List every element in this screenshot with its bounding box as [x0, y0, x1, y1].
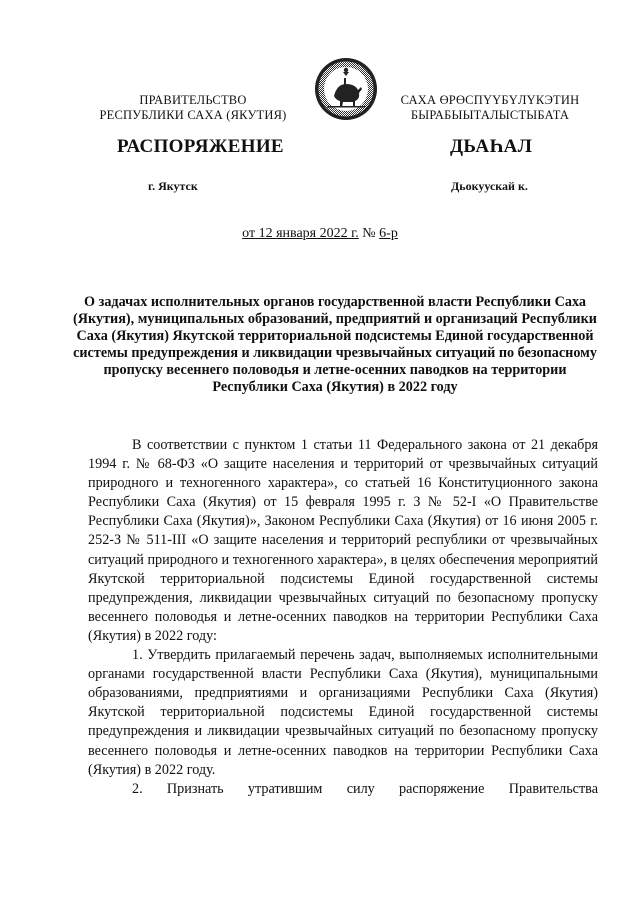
date-value: 12 января 2022 г.: [258, 226, 359, 241]
number-sign: №: [362, 226, 376, 241]
government-line-1: ПРАВИТЕЛЬСТВО: [139, 93, 247, 107]
number-value: 6-р: [379, 226, 398, 241]
paragraph-item-1: 1. Утвердить прилагаемый перечень задач, выполняемых исполнительными органами государственной власти Республики Саха (Якутия), муниципальными образованиями, предприятиями и организациями Республики Саха (Якутия) Якутской территориальной подсистемы Единой государственной системы предупреждения и ликвидации чрезвычайных ситуаций по безопасному пропуску весеннего половодья и летне-осенних паводков на территории Республики Саха (Якутия) в 2022 году.: [88, 647, 598, 778]
document-date-number: [0, 226, 640, 242]
paragraph-item-2: 2. Признать утратившим силу распоряжение Правительства: [132, 780, 598, 797]
government-sakha-line-1: САХА ӨРӨСПҮҮБҮЛҮКЭТИН: [400, 93, 580, 107]
government-name-ru: [88, 93, 298, 123]
sakha-coat-of-arms-icon: [313, 56, 379, 122]
place-ru: г. Якутск: [148, 179, 198, 193]
doc-type-sakha: ДЬАҺАЛ: [450, 136, 533, 157]
paragraph-preamble: В соответствии с пунктом 1 статьи 11 Федерального закона от 21 декабря 1994 г. № 68-ФЗ «О защите населения и территорий от чрезвычайных ситуаций природного и техногенного характера», со статьей 16 Конституционного закона Республики Саха (Якутия) от 15 февраля 1995 г. З № 52-I «О Правительстве Республики Саха (Якутия)», Законом Республики Саха (Якутия) от 16 июня 2005 г. 252-З № 511-III «О защите населения и территорий республики от чрезвычайных ситуаций природного и техногенного характера», в целях обеспечения мероприятий Якутской территориальной подсистемы Единой государственной системы предупреждения, ликвидации чрезвычайных ситуаций по безопасному пропуску весеннего половодья и летне-осенних паводков на территории Республики Саха (Якутия) в 2022 году:: [88, 437, 598, 644]
government-sakha-line-2: БЫРАБЫЫТАЛЫСТЫБАТА: [410, 108, 570, 122]
government-line-2: РЕСПУБЛИКИ САХА (ЯКУТИЯ): [99, 108, 287, 122]
document-body: [88, 436, 598, 799]
doc-type-ru: РАСПОРЯЖЕНИЕ: [117, 136, 284, 157]
government-name-sakha: [390, 93, 590, 123]
date-prefix: от: [242, 226, 256, 241]
place-sakha: Дьокуускай к.: [451, 179, 528, 193]
document-heading: О задачах исполнительных органов государственной власти Республики Саха (Якутия), муниципальных образований, предприятий и организаций Республики Саха (Якутия) Якутской территориальной подсистемы Единой государственной системы предупреждения и ликвидации чрезвычайных ситуаций по безопасному пропуску весеннего половодья и летне-осенних паводков на территории Республики Саха (Якутия) в 2022 году: [73, 294, 597, 395]
